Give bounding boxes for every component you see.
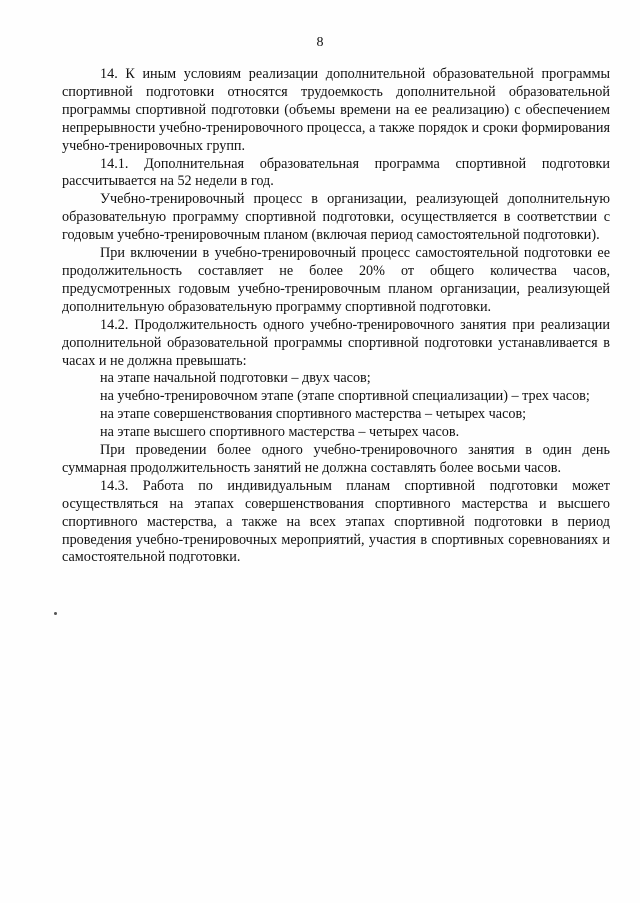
paragraph-self-training: При включении в учебно-тренировочный процесс самостоятельной подготовки ее продолжительность составляет не более 20% от общего количества часов, предусмотренных годовым учебно-тренировочным планом организации, реализующей дополнительную образовательную программу спортивной подготовки. xyxy=(62,245,610,315)
paragraph-14-3: 14.3. Работа по индивидуальным планам спортивной подготовки может осуществляться на этапах совершенствования спортивного мастерства и высшего спортивного мастерства, а также на всех этапах спортивной подготовки в период проведения учебно-тренировочных мероприятий, участия в спортивных соревнованиях и самостоятельной подготовки. xyxy=(62,477,610,566)
list-item-initial-stage: на этапе начальной подготовки – двух часов; xyxy=(100,370,371,387)
page-number: 8 xyxy=(316,35,324,50)
document-body xyxy=(62,66,610,567)
paragraph-multiple-sessions: При проведении более одного учебно-тренировочного занятия в один день суммарная продолжительность занятий не должна составлять более восьми часов. xyxy=(62,442,610,476)
list-item-highest-stage: на этапе высшего спортивного мастерства – четырех часов. xyxy=(100,424,460,441)
paragraph-14: 14. К иным условиям реализации дополнительной образовательной программы спортивной подготовки относятся трудоемкость дополнительной образовательной программы спортивной подготовки (объемы времени на ее реализацию) с обеспечением непрерывности учебно-тренировочного процесса, а также порядок и сроки формирования учебно-тренировочных групп. xyxy=(62,66,610,154)
scan-dot xyxy=(54,612,57,615)
paragraph-14-1: 14.1. Дополнительная образовательная программа спортивной подготовки рассчитывается на 52 недели в год. xyxy=(62,155,610,190)
paragraph-14-2: 14.2. Продолжительность одного учебно-тренировочного занятия при реализации дополнительной образовательной программы спортивной подготовки устанавливается в часах и не должна превышать: xyxy=(62,316,610,369)
paragraph-training-process: Учебно-тренировочный процесс в организации, реализующей дополнительную образовательную программу спортивной подготовки, осуществляется в соответствии с годовым учебно-тренировочным планом (включая период самостоятельной подготовки). xyxy=(62,191,610,244)
list-item-training-stage: на учебно-тренировочном этапе (этапе спортивной специализации) – трех часов; xyxy=(100,388,590,405)
list-item-improvement-stage: на этапе совершенствования спортивного мастерства – четырех часов; xyxy=(100,406,527,423)
